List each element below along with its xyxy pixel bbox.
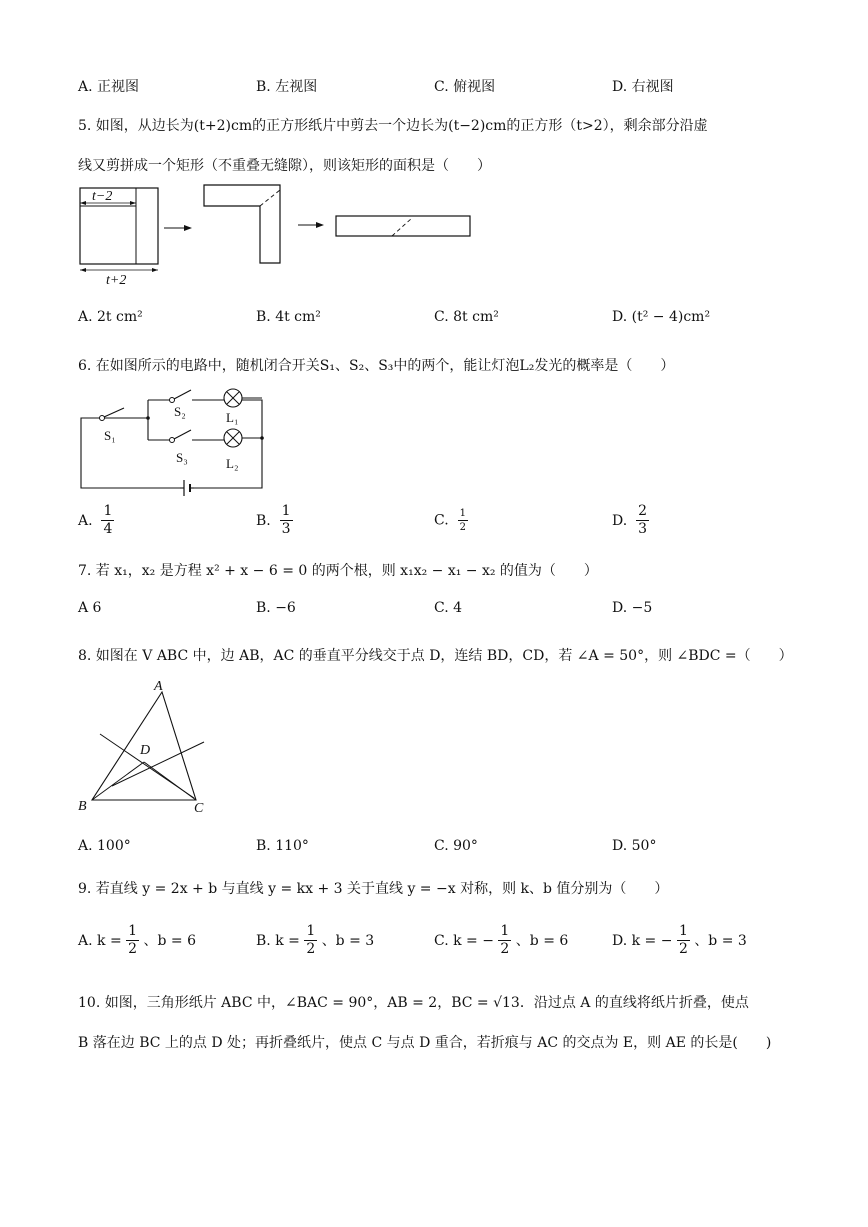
- q6-label-l1: L₁: [226, 410, 239, 425]
- q5-figure: [72, 180, 482, 290]
- q8-label-b: B: [78, 799, 87, 814]
- q6-label-s2: S₂: [174, 404, 186, 419]
- q6-option-b: B. $\frac{1}{3}$: [256, 503, 291, 538]
- q6-option-a: A. $\frac{1}{4}$: [78, 503, 113, 538]
- q4-option-c: C. 俯视图: [434, 79, 496, 95]
- q6-text-line1: 6. 在如图所示的电路中，随机闭合开关S₁、S₂、S₃中的两个，能让灯泡L₂发光的概率是（ ）: [78, 358, 675, 374]
- q8-option-d: D. 50°: [612, 838, 657, 854]
- q7-option-b: B. −6: [256, 600, 296, 616]
- q5-option-b: B. 4t cm²: [256, 309, 321, 325]
- q7-option-d: D. −5: [612, 600, 653, 616]
- q6-label-l2: L₂: [226, 456, 239, 471]
- q5-option-c: C. 8t cm²: [434, 309, 499, 325]
- q6-option-c: C. $\frac{1}{2}$: [434, 508, 466, 533]
- q5-option-a: A. 2t cm²: [78, 309, 143, 325]
- q5-label-bottom: t+2: [106, 273, 127, 288]
- q7-option-c: C. 4: [434, 600, 463, 616]
- q8-text-line1: 8. 如图在 V ABC 中，边 AB，AC 的垂直平分线交于点 D，连结 BD，CD，若 ∠A = 50°，则 ∠BDC =（ ）: [78, 648, 793, 664]
- q6-label-s1: S₁: [104, 428, 116, 443]
- q9-option-c: C. k = − $\frac{1}{2}$ 、b = 6: [434, 923, 569, 958]
- q5-option-d: D. (t² − 4)cm²: [612, 309, 711, 325]
- q8-triangle-figure: [74, 676, 224, 822]
- q8-option-c: C. 90°: [434, 838, 478, 854]
- q8-label-d: D: [140, 743, 151, 758]
- q4-option-b: B. 左视图: [256, 79, 318, 95]
- q9-option-a: A. k = $\frac{1}{2}$ 、b = 6: [78, 923, 197, 958]
- q8-label-c: C: [194, 801, 204, 816]
- q5-text-line2: 线又剪拼成一个矩形（不重叠无缝隙），则该矩形的面积是（ ）: [78, 158, 491, 174]
- q10-text-line1: 10. 如图，三角形纸片 ABC 中，∠BAC = 90°，AB = 2，BC = √13．沿过点 A 的直线将纸片折叠，使点: [78, 995, 749, 1011]
- q8-label-a: A: [154, 679, 163, 694]
- q6-label-s3: S₃: [176, 450, 188, 465]
- q10-text-line2: B 落在边 BC 上的点 D 处；再折叠纸片，使点 C 与点 D 重合，若折痕与 AC 的交点为 E，则 AE 的长是( ): [78, 1035, 772, 1051]
- q4-option-d: D. 右视图: [612, 79, 674, 95]
- q6-option-d: D. $\frac{2}{3}$: [612, 503, 648, 538]
- q8-option-a: A. 100°: [78, 838, 131, 854]
- q7-option-a: A 6: [78, 600, 102, 616]
- q9-text-line1: 9. 若直线 y = 2x + b 与直线 y = kx + 3 关于直线 y = −x 对称，则 k、b 值分别为（ ）: [78, 881, 669, 897]
- q7-text-line1: 7. 若 x₁，x₂ 是方程 x² + x − 6 = 0 的两个根，则 x₁x₂ − x₁ − x₂ 的值为（ ）: [78, 563, 598, 579]
- q9-option-d: D. k = − $\frac{1}{2}$ 、b = 3: [612, 923, 747, 958]
- q5-text-line1: 5. 如图，从边长为(t+2)cm的正方形纸片中剪去一个边长为(t−2)cm的正方形（t>2），剩余部分沿虚: [78, 118, 708, 134]
- q8-option-b: B. 110°: [256, 838, 309, 854]
- q6-circuit-figure: [76, 378, 276, 496]
- q9-option-b: B. k = $\frac{1}{2}$ 、b = 3: [256, 923, 375, 958]
- q4-option-a: A. 正视图: [78, 79, 140, 95]
- q5-label-top: t−2: [92, 189, 113, 204]
